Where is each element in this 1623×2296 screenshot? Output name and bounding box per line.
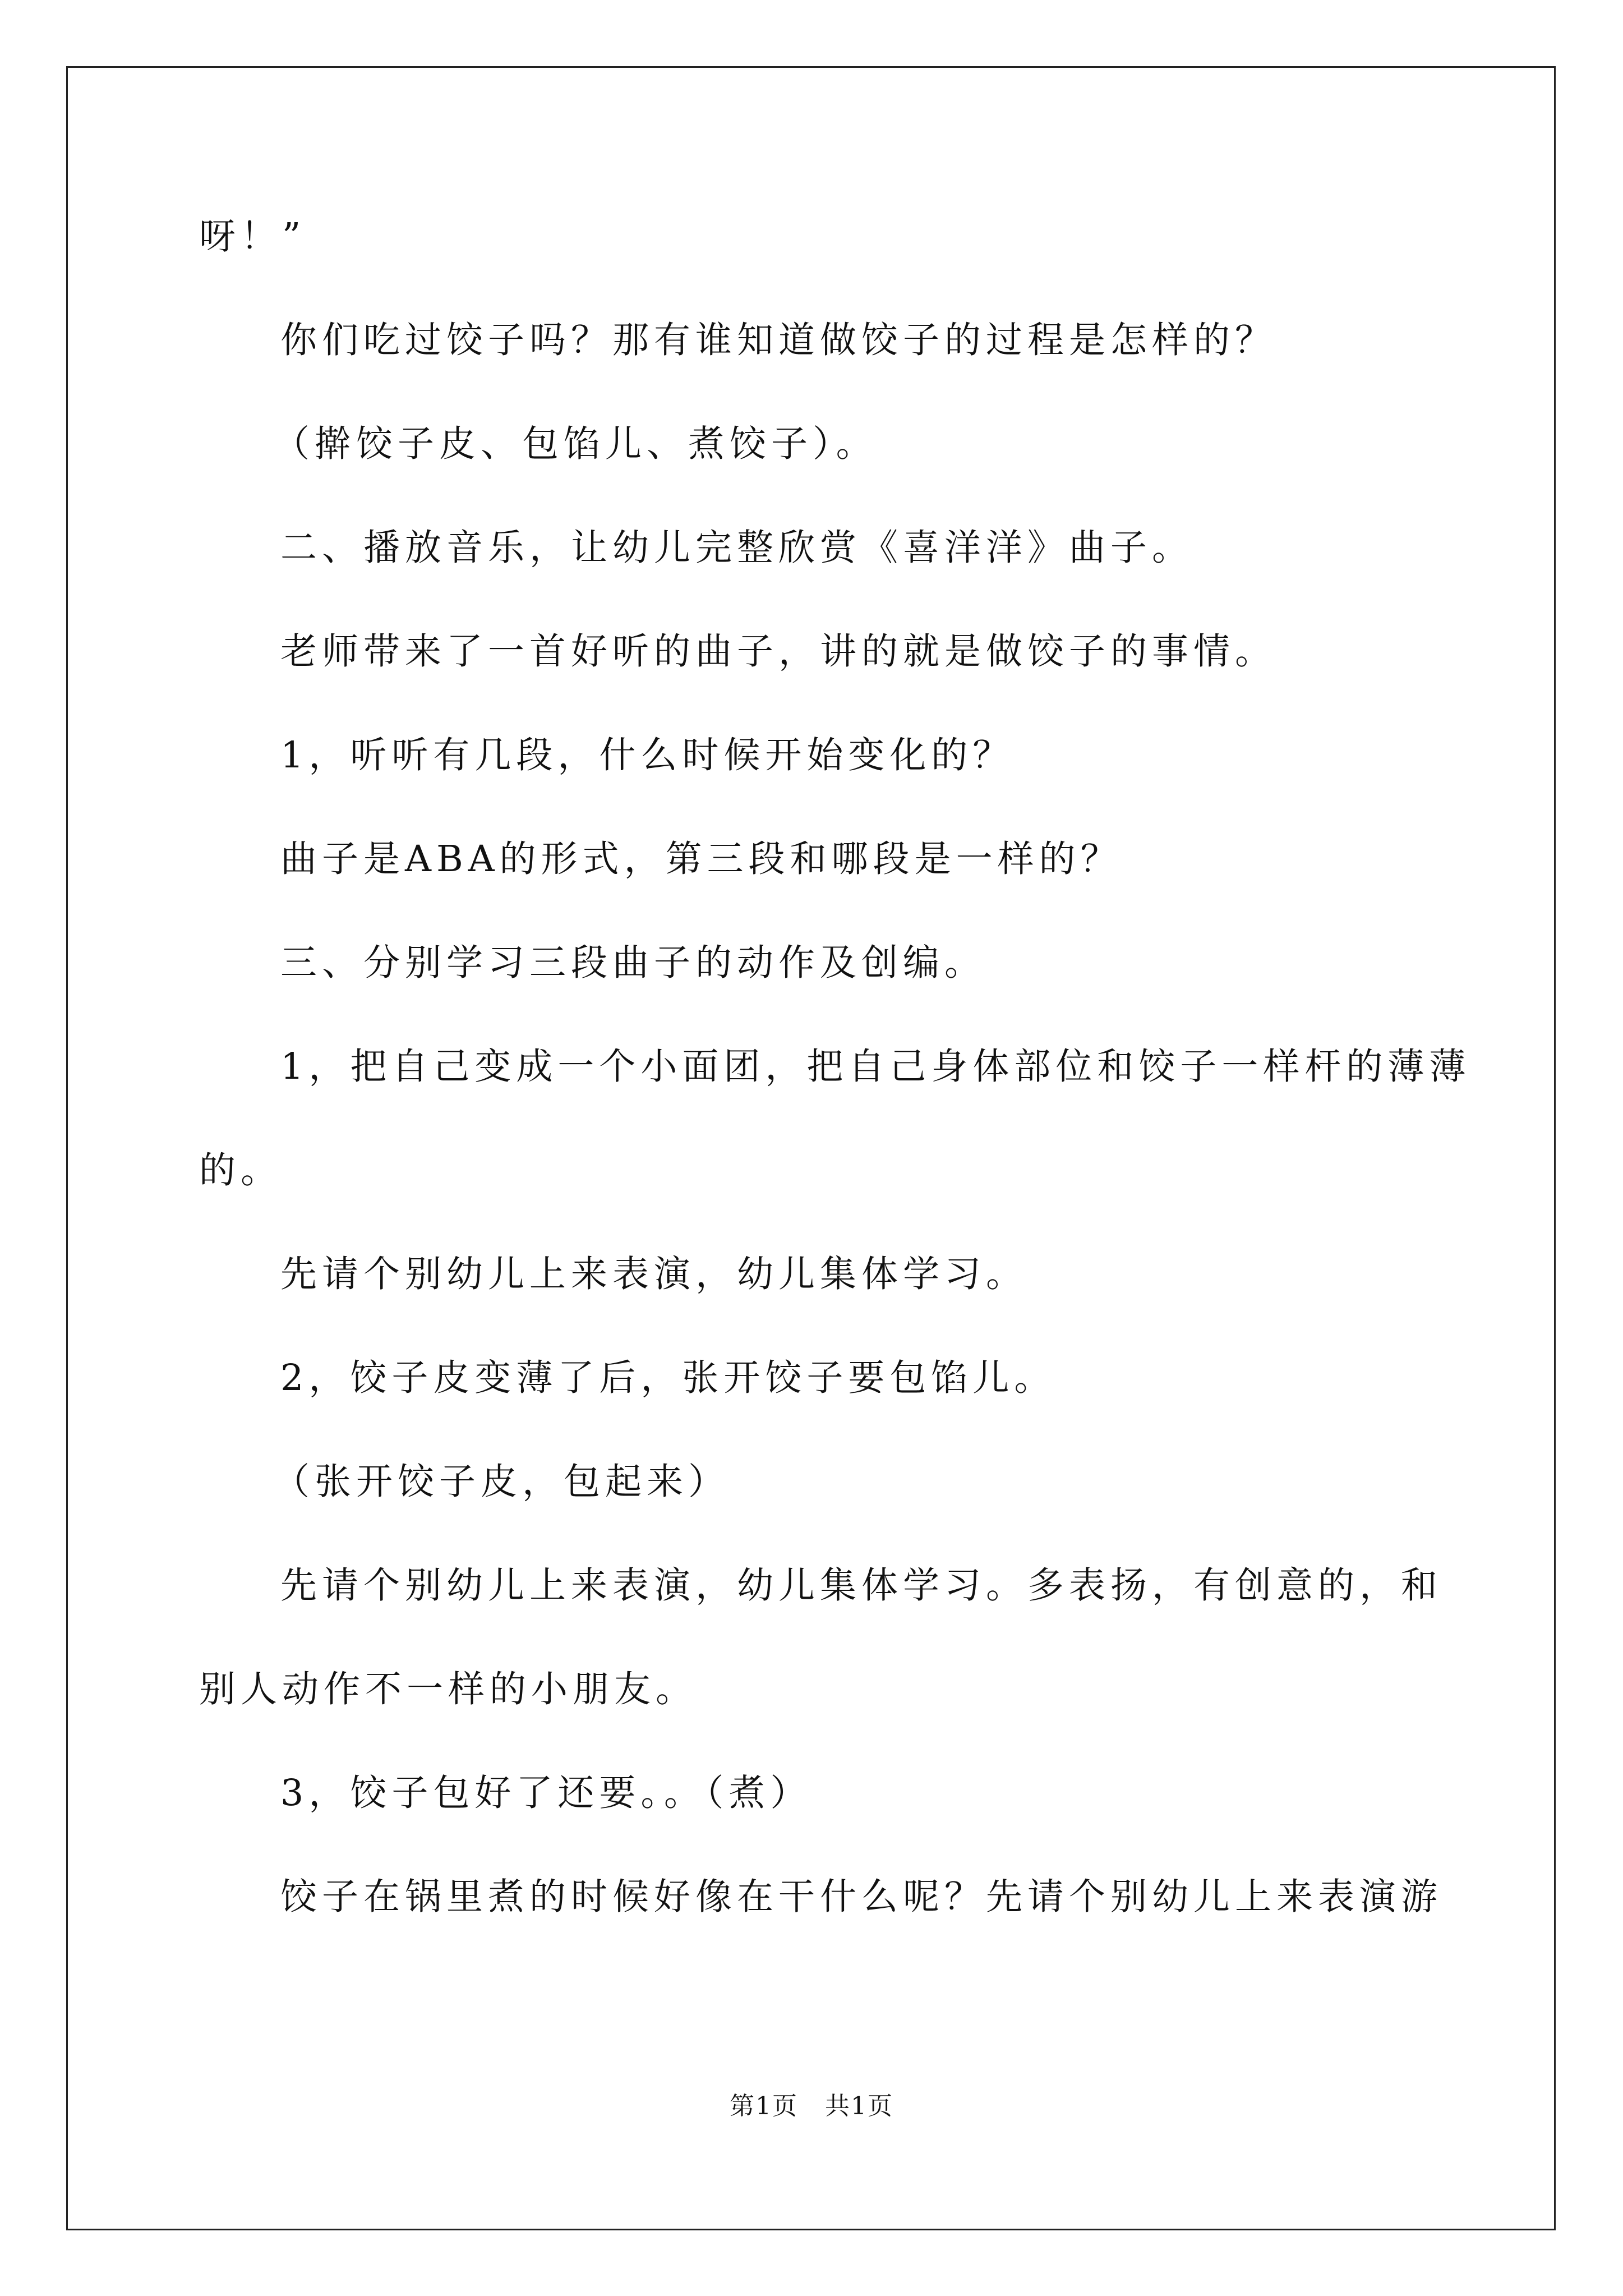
- paragraph-line: 先请个别幼儿上来表演，幼儿集体学习。: [280, 1253, 1028, 1295]
- paragraph-line: 呀！”: [199, 215, 306, 257]
- paragraph-line: 3，饺子包好了还要。。（煮）: [280, 1772, 812, 1814]
- paragraph-line: 1，把自己变成一个小面团，把自己身体部位和饺子一样杆的薄薄: [280, 1046, 1471, 1088]
- paragraph-line: 你们吃过饺子吗？那有谁知道做饺子的过程是怎样的？: [280, 319, 1277, 361]
- page-footer: [0, 2090, 1623, 2123]
- paragraph-line: 曲子是ABA的形式，第三段和哪段是一样的？: [280, 838, 1122, 880]
- paragraph-line: 1，听听有几段，什么时候开始变化的？: [280, 734, 1015, 776]
- paragraph-line: 三、分别学习三段曲子的动作及创编。: [280, 942, 986, 984]
- paragraph-line: 别人动作不一样的小朋友。: [199, 1668, 698, 1710]
- paragraph-line: 的。: [199, 1149, 283, 1191]
- paragraph-line: 二、播放音乐，让幼儿完整欣赏《喜洋洋》曲子。: [280, 527, 1194, 569]
- page-total: 共1页: [825, 2092, 893, 2120]
- paragraph-line: 2，饺子皮变薄了后，张开饺子要包馅儿。: [280, 1357, 1056, 1399]
- page-number: 第1页: [730, 2092, 798, 2120]
- paragraph-line: 老师带来了一首好听的曲子，讲的就是做饺子的事情。: [280, 631, 1277, 673]
- paragraph-line: 饺子在锅里煮的时候好像在干什么呢？先请个别幼儿上来表演游: [280, 1876, 1443, 1918]
- paragraph-line: （张开饺子皮，包起来）: [273, 1461, 730, 1503]
- paragraph-line: （擀饺子皮、包馅儿、煮饺子）。: [273, 423, 878, 465]
- paragraph-line: 先请个别幼儿上来表演，幼儿集体学习。多表扬，有创意的，和: [280, 1565, 1443, 1607]
